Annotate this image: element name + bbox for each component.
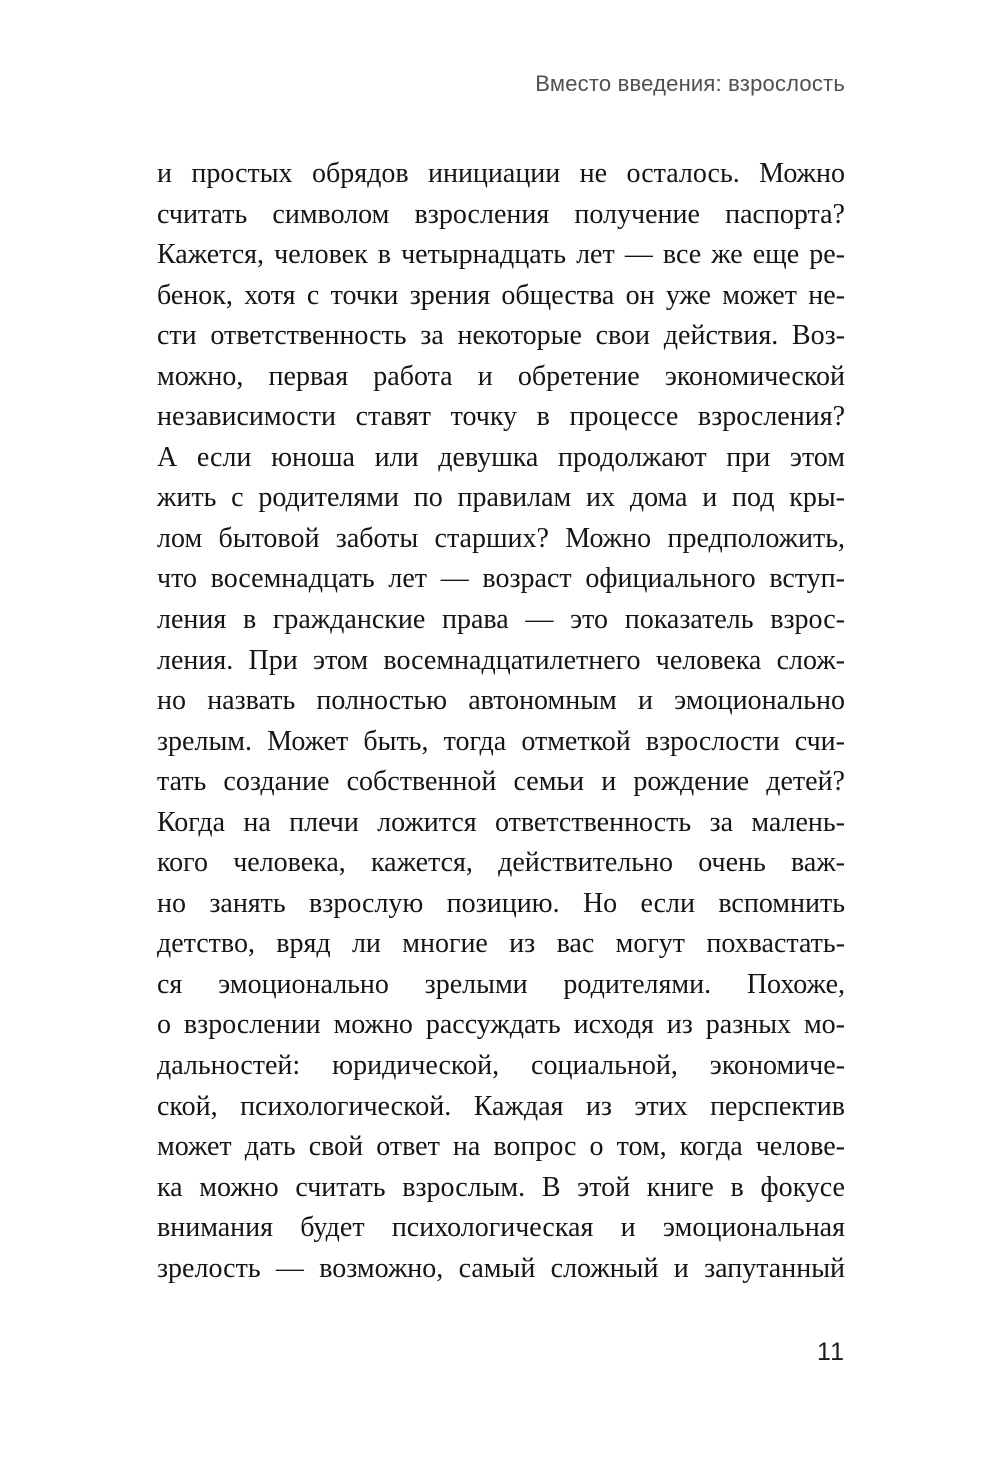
text-line: но назвать полностью автономным и эмоционально <box>157 685 845 717</box>
text-line: Когда на плечи ложится ответственность за малень- <box>157 806 845 838</box>
text-line: но занять взрослую позицию. Но если вспомнить <box>157 887 845 919</box>
text-line: может дать свой ответ на вопрос о том, когда челове- <box>157 1131 845 1163</box>
text-line: считать символом взросления получение паспорта? <box>157 198 845 230</box>
text-line: независимости ставят точку в процессе взросления? <box>157 401 845 433</box>
text-line: зрелым. Может быть, тогда отметкой взрослости счи- <box>157 725 845 757</box>
text-line: жить с родителями по правилам их дома и под кры- <box>157 482 845 514</box>
text-line: можно, первая работа и обретение экономической <box>157 360 845 392</box>
text-line: тать создание собственной семьи и рождение детей? <box>157 766 845 798</box>
page-number: 11 <box>817 1338 845 1366</box>
text-line: Кажется, человек в четырнадцать лет — все же еще ре- <box>157 239 845 271</box>
text-line: что восемнадцать лет — возраст официального вступ- <box>157 563 845 595</box>
text-line: ка можно считать взрослым. В этой книге в фокусе <box>157 1171 845 1203</box>
text-line: лом бытовой заботы старших? Можно предположить, <box>157 522 845 554</box>
text-line: дальностей: юридической, социальной, экономиче- <box>157 1050 845 1082</box>
running-header: Вместо введения: взрослость <box>535 71 845 96</box>
text-line: ления. При этом восемнадцатилетнего человека слож- <box>157 644 845 676</box>
text-line: о взрослении можно рассуждать исходя из разных мо- <box>157 1009 845 1041</box>
text-line: детство, вряд ли многие из вас могут похвастать- <box>157 928 845 960</box>
body-text <box>157 154 845 1289</box>
text-line: кого человека, кажется, действительно очень важ- <box>157 847 845 879</box>
text-line: ской, психологической. Каждая из этих перспектив <box>157 1090 845 1122</box>
text-line: бенок, хотя с точки зрения общества он уже может не- <box>157 279 845 311</box>
text-line: зрелость — возможно, самый сложный и запутанный <box>157 1252 845 1284</box>
text-line: А если юноша или девушка продолжают при этом <box>157 441 845 473</box>
text-line: ся эмоционально зрелыми родителями. Похоже, <box>157 968 845 1000</box>
text-line: и простых обрядов инициации не осталось. Можно <box>157 158 845 189</box>
text-line: внимания будет психологическая и эмоциональная <box>157 1212 845 1244</box>
text-line: ления в гражданские права — это показатель взрос- <box>157 604 845 636</box>
text-line: сти ответственность за некоторые свои действия. Воз- <box>157 320 845 352</box>
